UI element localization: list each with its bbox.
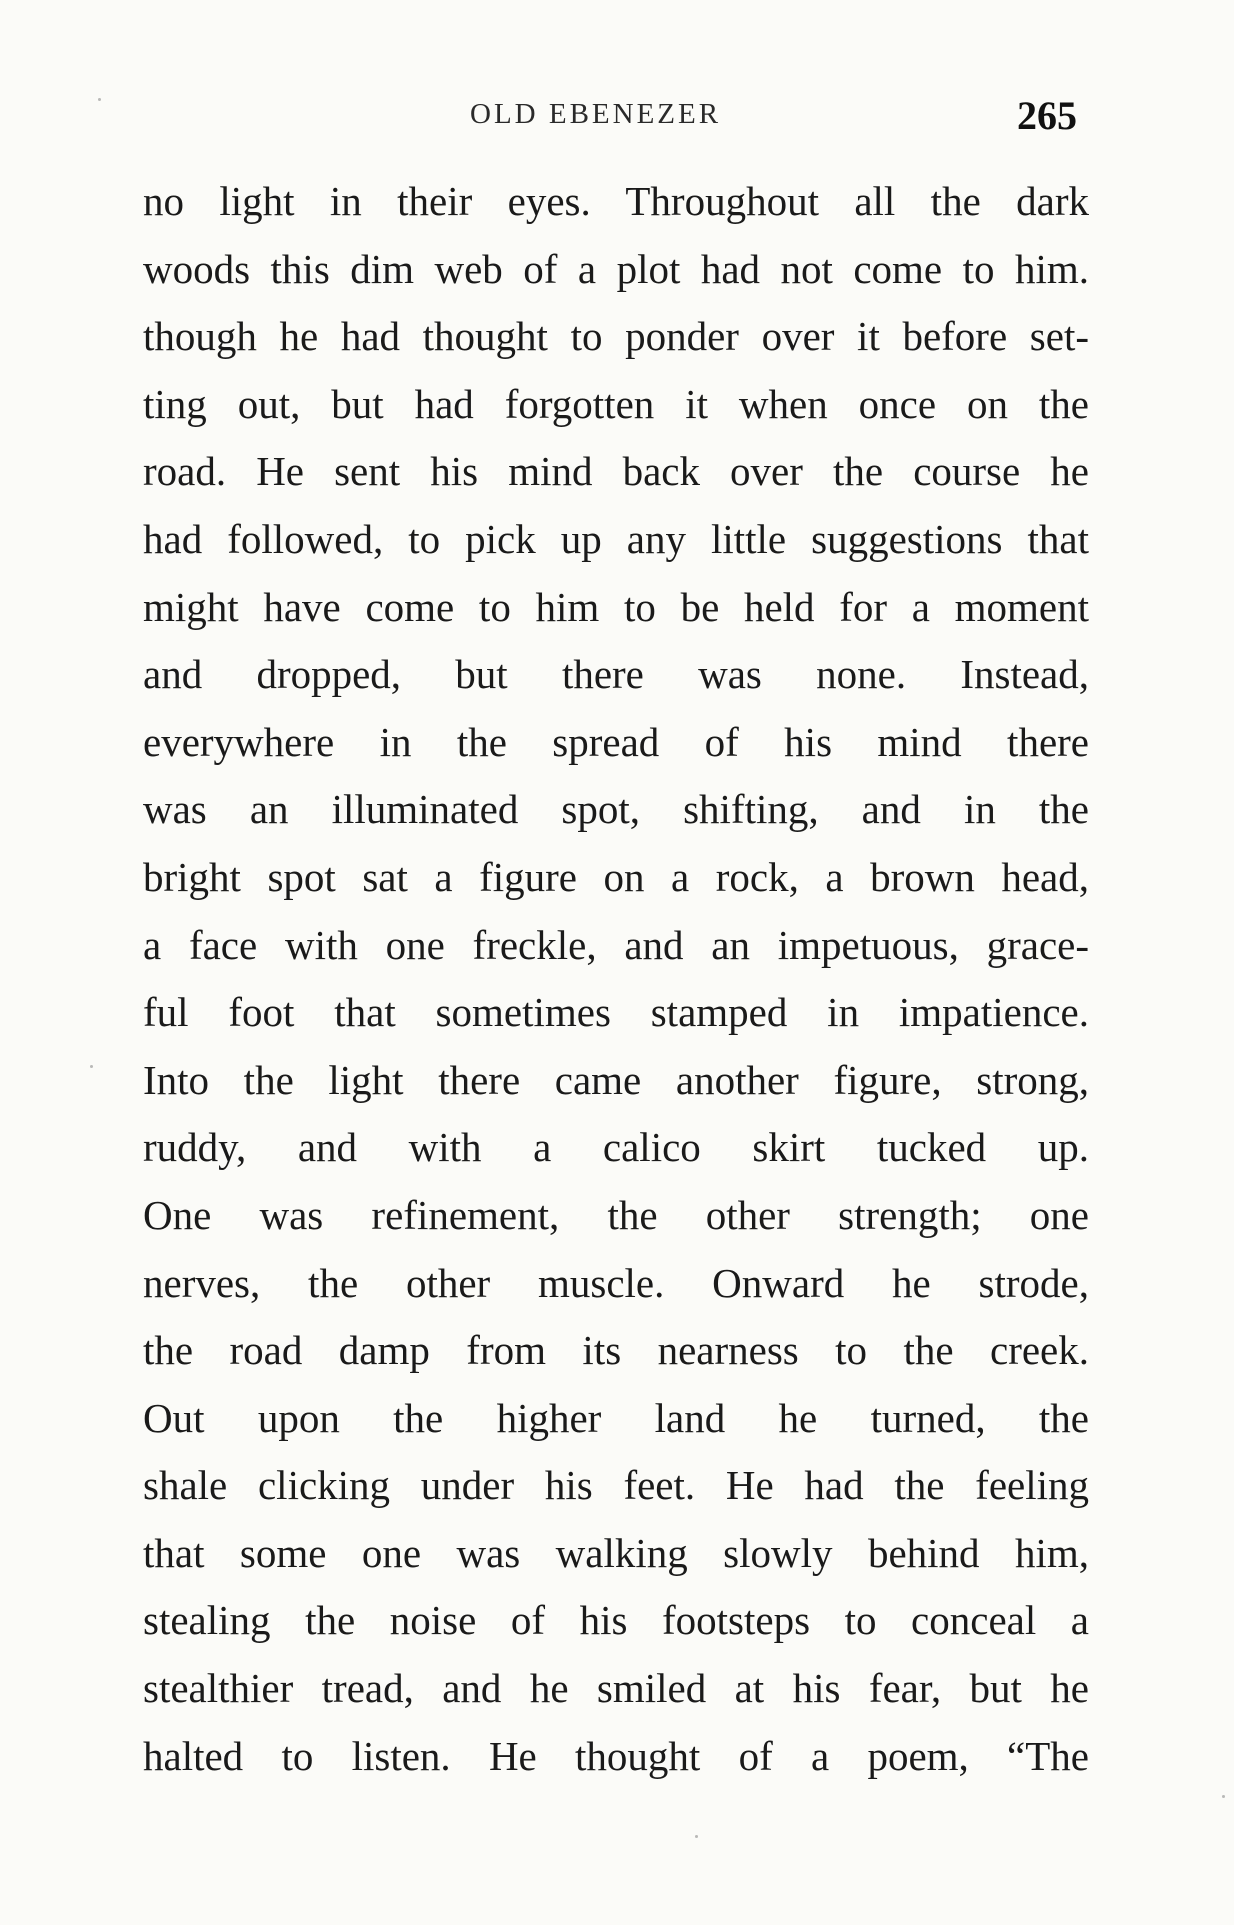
text-line: that some one was walking slowly behind him, — [143, 1529, 1089, 1576]
text-line: shale clicking under his feet. He had the feeling — [143, 1462, 1089, 1509]
text-line: and dropped, but there was none. Instead, — [143, 651, 1089, 698]
text-line: a face with one freckle, and an impetuous, grace- — [143, 921, 1089, 968]
text-line: stealthier tread, and he smiled at his fear, but he — [143, 1665, 1089, 1712]
print-speck — [90, 1065, 93, 1068]
text-line: ruddy, and with a calico skirt tucked up. — [143, 1124, 1089, 1171]
text-line: halted to listen. He thought of a poem, “The — [143, 1732, 1089, 1779]
text-line: bright spot sat a figure on a rock, a brown head, — [143, 853, 1089, 900]
text-line: Out upon the higher land he turned, the — [143, 1394, 1089, 1441]
text-line: One was refinement, the other strength; one — [143, 1191, 1089, 1238]
print-speck — [695, 1835, 698, 1838]
running-head — [0, 93, 1234, 138]
text-line: Into the light there came another figure, strong, — [143, 1056, 1089, 1103]
print-speck — [98, 98, 101, 101]
print-speck — [1222, 1795, 1225, 1798]
text-line: road. He sent his mind back over the course he — [143, 448, 1089, 495]
text-line: though he had thought to ponder over it before set- — [143, 313, 1089, 360]
text-line: had followed, to pick up any little suggestions that — [143, 515, 1089, 562]
text-line: stealing the noise of his footsteps to conceal a — [143, 1597, 1089, 1644]
text-line: was an illuminated spot, shifting, and in the — [143, 786, 1089, 833]
text-line: nerves, the other muscle. Onward he strode, — [143, 1259, 1089, 1306]
page-number: 265 — [1017, 93, 1077, 138]
text-line: no light in their eyes. Throughout all the dark — [143, 178, 1089, 224]
text-line: might have come to him to be held for a moment — [143, 583, 1089, 630]
text-line: ful foot that sometimes stamped in impatience. — [143, 989, 1089, 1036]
text-line: woods this dim web of a plot had not come to him. — [143, 245, 1089, 292]
text-line: ting out, but had forgotten it when once on the — [143, 380, 1089, 427]
running-head-title: OLD EBENEZER — [470, 98, 722, 130]
text-line: the road damp from its nearness to the creek. — [143, 1327, 1089, 1374]
body-text — [143, 168, 1089, 1790]
text-line: everywhere in the spread of his mind there — [143, 718, 1089, 765]
